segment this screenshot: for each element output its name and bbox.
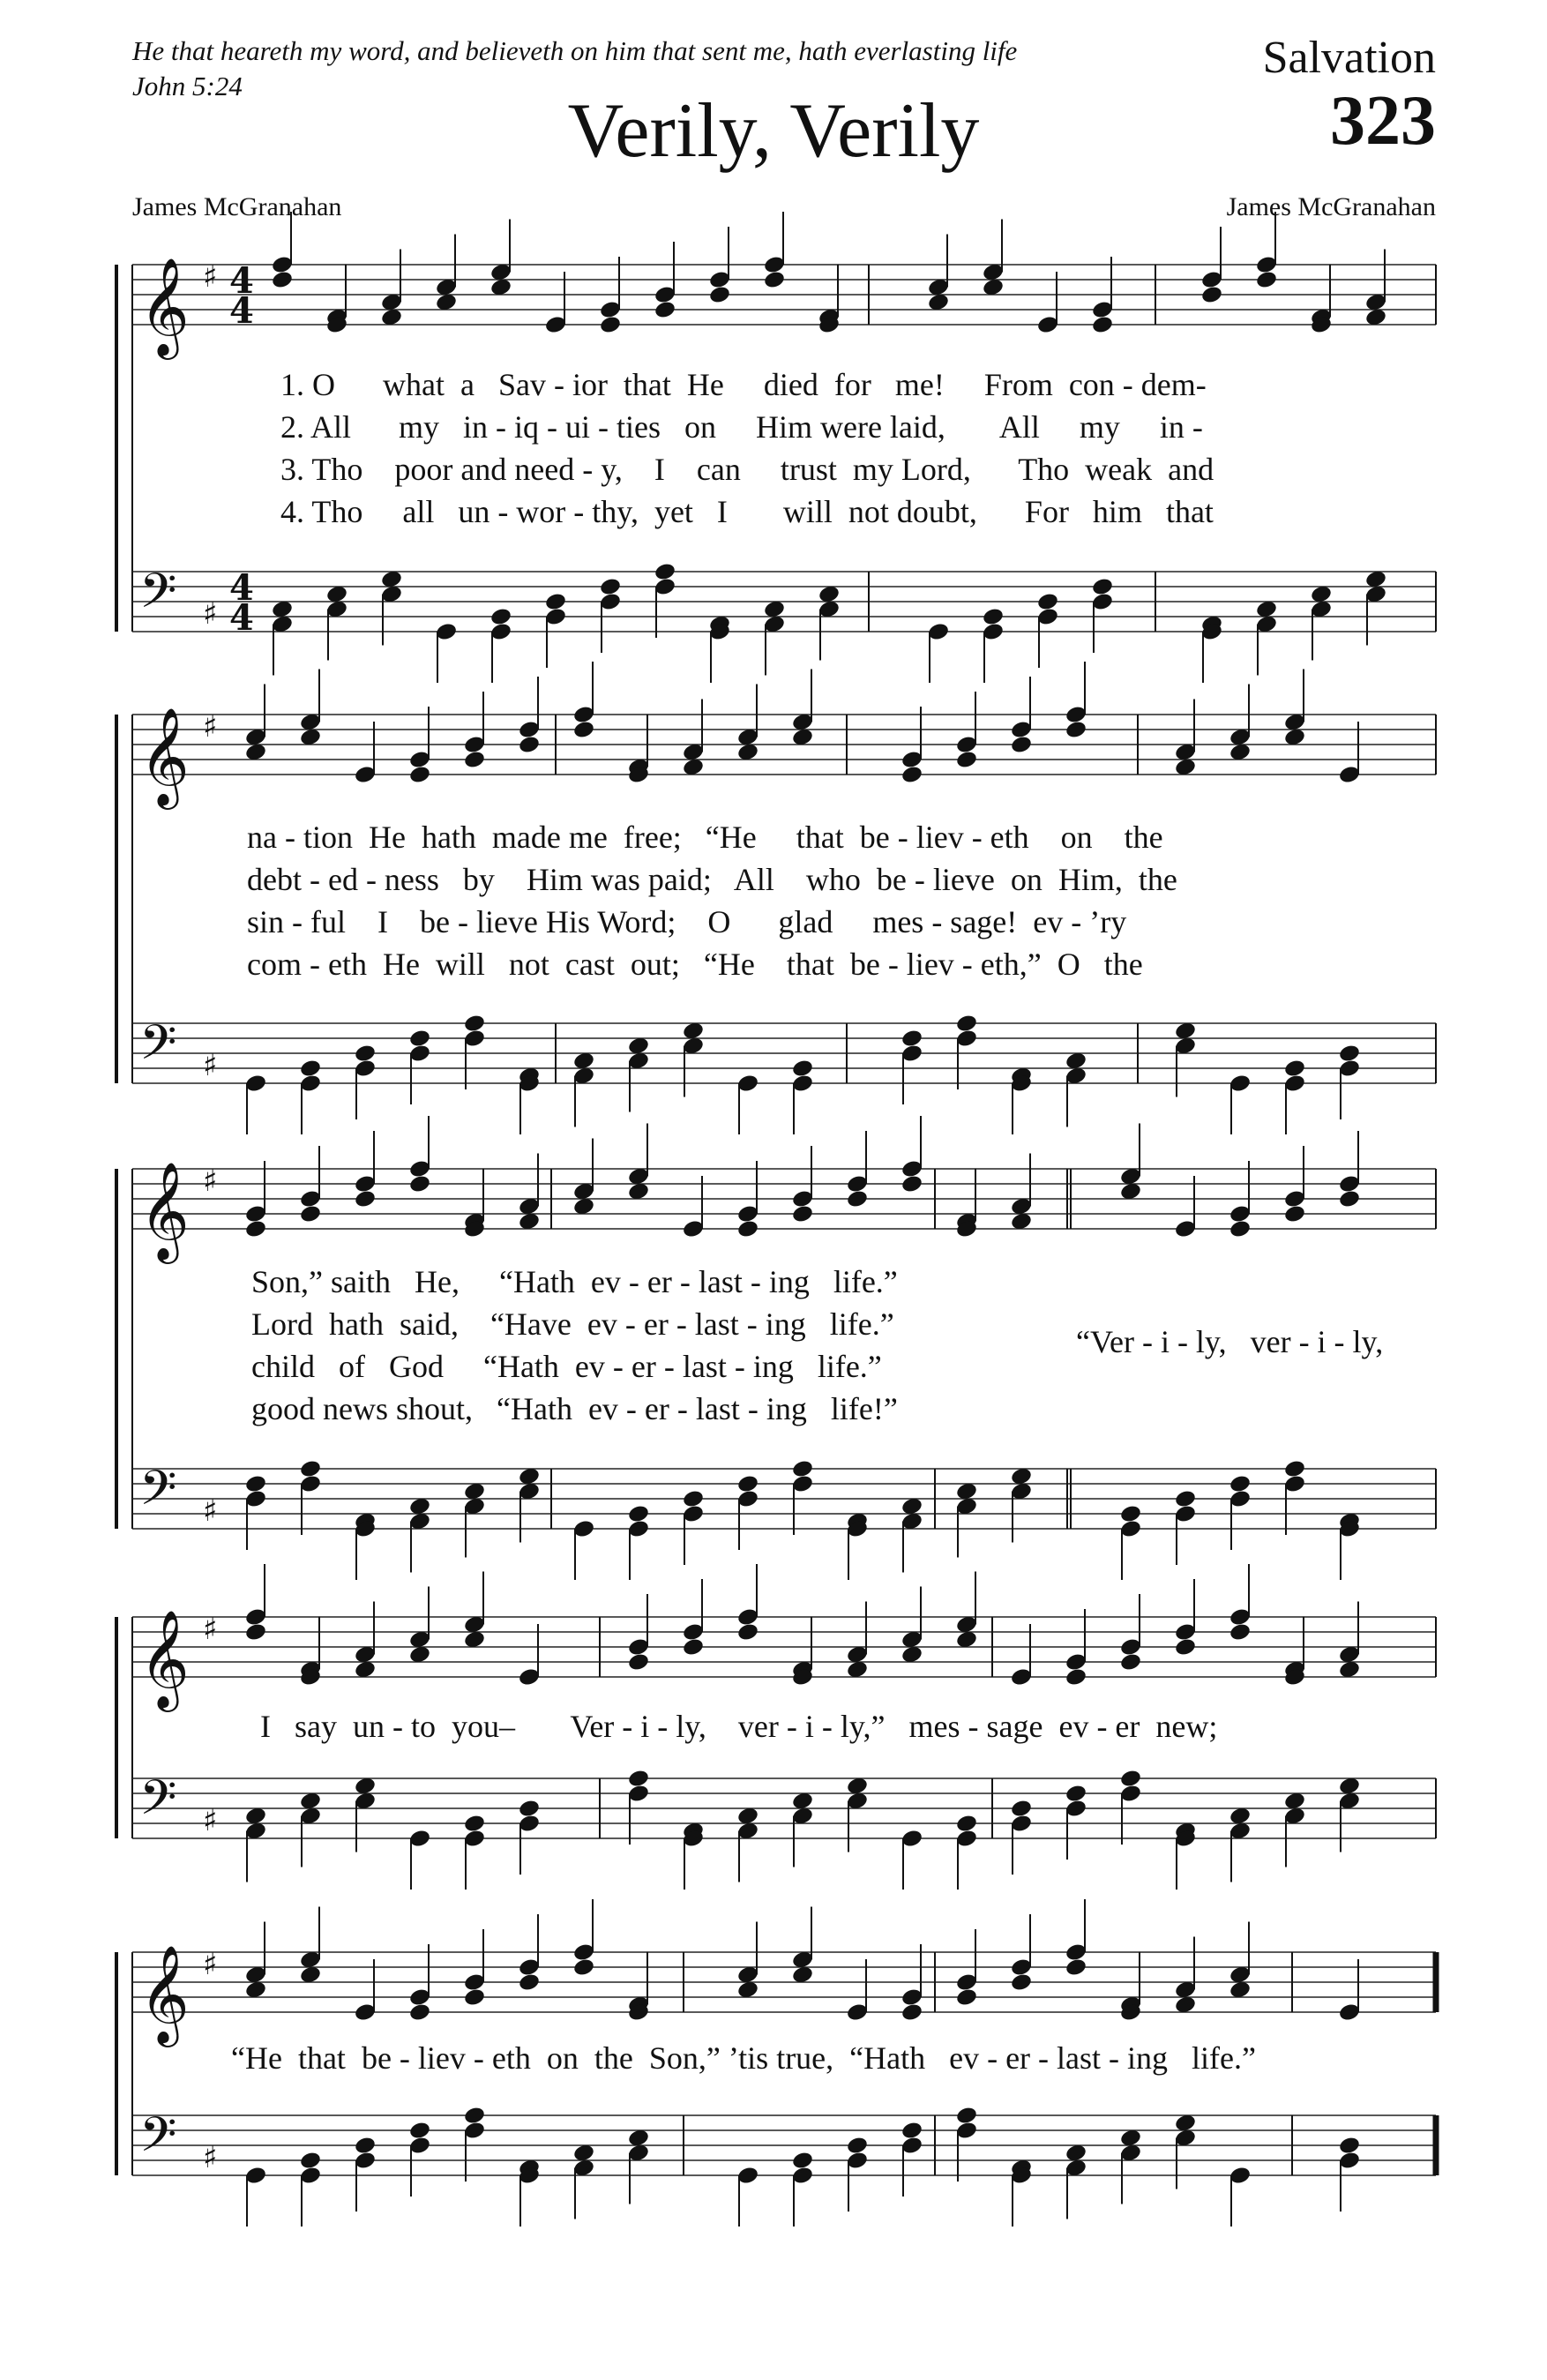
time-signature-bottom: 4 — [229, 290, 254, 332]
notehead — [846, 1189, 869, 1209]
lyric-verse-1-line-1: 1. O what a Sav - ior that He died for me! From con - dem- — [280, 367, 1207, 402]
hymn-number: 323 — [1330, 82, 1436, 160]
notehead — [299, 1459, 322, 1479]
treble-clef-icon: 𝄞 — [139, 257, 190, 356]
notehead — [408, 2002, 431, 2023]
notehead — [763, 270, 786, 290]
bass-clef-icon: 𝄢 — [139, 563, 177, 631]
notehead — [463, 2106, 486, 2126]
notehead — [1065, 1784, 1087, 1804]
lyric-verse-4-line-2: com - eth He will not cast out; “He that be - liev - eth,” O the — [247, 947, 1143, 982]
notehead — [599, 315, 622, 335]
lyric-verse-3-line-3: child of God “Hath ev - er - last - ing life.” — [251, 1349, 882, 1384]
notehead — [1174, 1637, 1197, 1658]
notehead — [708, 285, 731, 305]
music-credit: James McGranahan — [1226, 192, 1436, 221]
notehead — [682, 1637, 705, 1658]
notehead — [955, 750, 978, 770]
notehead — [354, 1189, 377, 1209]
notehead — [408, 2121, 431, 2141]
key-sharp-icon: ♯ — [203, 1803, 218, 1838]
key-sharp-icon: ♯ — [203, 1164, 218, 1199]
notehead — [1010, 1972, 1033, 1993]
notehead — [1119, 1504, 1142, 1524]
notehead — [1065, 1667, 1087, 1688]
notehead — [354, 1044, 377, 1064]
notehead — [1010, 735, 1033, 755]
notehead — [955, 1014, 978, 1034]
notehead — [244, 1622, 267, 1643]
lyric-verse-1-line-2: na - tion He hath made me free; “He that be - liev - eth on the — [247, 820, 1163, 855]
notehead — [791, 1459, 814, 1479]
notehead — [463, 1814, 486, 1834]
notehead — [1283, 1204, 1306, 1224]
lyric-verse-2-line-1: 2. All my in - iq - ui - ties on Him were laid, All my in - — [280, 409, 1203, 445]
notehead — [901, 2121, 923, 2141]
notehead — [1119, 1769, 1142, 1789]
notehead — [408, 1029, 431, 1049]
key-sharp-icon: ♯ — [203, 2140, 218, 2175]
notehead — [1119, 1652, 1142, 1673]
lyric-verse-2-line-2: debt - ed - ness by Him was paid; All who be - lieve on Him, the — [247, 862, 1177, 897]
treble-clef-icon: 𝄞 — [139, 1161, 190, 1260]
notehead — [654, 562, 676, 582]
notehead — [1338, 2136, 1361, 2156]
notehead — [271, 270, 294, 290]
notehead — [1174, 1489, 1197, 1509]
notehead — [1229, 1622, 1252, 1643]
treble-clef-icon: 𝄞 — [139, 1609, 190, 1708]
lyric-verse-1-line-3: Son,” saith He, “Hath ev - er - last - ing life.” — [251, 1264, 898, 1299]
notehead — [901, 1029, 923, 1049]
notehead — [627, 1504, 650, 1524]
notehead — [791, 1059, 814, 1079]
hymn-title: Verily, Verily — [567, 88, 980, 174]
words-credit: James McGranahan — [132, 192, 342, 221]
notehead — [572, 720, 595, 740]
hymn-category: Salvation — [1262, 33, 1436, 83]
notehead — [736, 1474, 759, 1494]
notehead — [1065, 1957, 1087, 1978]
notehead — [572, 1957, 595, 1978]
notehead — [736, 1219, 759, 1239]
bass-clef-icon: 𝄢 — [139, 1014, 177, 1082]
notehead — [1200, 285, 1223, 305]
notehead — [627, 1769, 650, 1789]
notehead — [408, 765, 431, 785]
notehead — [1283, 1059, 1306, 1079]
notehead — [463, 1987, 486, 2008]
notehead — [299, 1204, 322, 1224]
notehead — [1065, 720, 1087, 740]
lyric-verse-4-line-3: good news shout, “Hath ev - er - last - ing life!” — [251, 1391, 898, 1426]
notehead — [901, 1174, 923, 1194]
key-sharp-icon: ♯ — [203, 1048, 218, 1083]
notehead — [791, 2151, 814, 2171]
notehead — [1338, 1044, 1361, 1064]
lyric-verse-4-line-1: 4. Tho all un - wor - thy, yet I will not doubt, For him that — [280, 494, 1214, 529]
key-sharp-icon: ♯ — [203, 259, 218, 295]
lyric-refrain-start: “Ver - i - ly, ver - i - ly, — [1076, 1324, 1384, 1359]
notehead — [463, 750, 486, 770]
notehead — [354, 2136, 377, 2156]
notehead — [654, 300, 676, 320]
notehead — [682, 1489, 705, 1509]
notehead — [1010, 1799, 1033, 1819]
treble-clef-icon: 𝄞 — [139, 1944, 190, 2043]
notehead — [408, 1174, 431, 1194]
notehead — [1229, 1474, 1252, 1494]
key-sharp-icon: ♯ — [203, 1493, 218, 1529]
treble-clef-icon: 𝄞 — [139, 707, 190, 805]
notehead — [544, 592, 567, 612]
notehead — [244, 1474, 267, 1494]
notehead — [982, 607, 1005, 627]
notehead — [736, 1622, 759, 1643]
notehead — [299, 1059, 322, 1079]
lyric-verse-3-line-2: sin - ful I be - lieve His Word; O glad mes - sage! ev - ’ry — [247, 904, 1127, 939]
notehead — [1036, 592, 1059, 612]
bass-clef-icon: 𝄢 — [139, 2107, 177, 2174]
time-signature-top: 4 — [229, 260, 254, 302]
bass-clef-icon: 𝄢 — [139, 1460, 177, 1528]
notehead — [1229, 1219, 1252, 1239]
notehead — [791, 1204, 814, 1224]
notehead — [463, 1014, 486, 1034]
notehead — [1338, 1189, 1361, 1209]
notehead — [955, 2106, 978, 2126]
notehead — [518, 1799, 541, 1819]
notehead — [955, 1814, 978, 1834]
scripture-text: He that heareth my word, and believeth on him that sent me, hath everlasting life — [132, 35, 1018, 66]
lyric-verse-2-line-3: Lord hath said, “Have ev - er - last - ing life.” — [251, 1306, 894, 1342]
notehead — [518, 1972, 541, 1993]
notehead — [490, 607, 512, 627]
scripture-reference: John 5:24 — [132, 71, 243, 101]
notehead — [627, 1652, 650, 1673]
notehead — [955, 1987, 978, 2008]
notehead — [1255, 270, 1278, 290]
notehead — [244, 1219, 267, 1239]
key-sharp-icon: ♯ — [203, 596, 218, 632]
lyric-refrain-line-2: I say un - to you– Ver - i - ly, ver - i - ly,” mes - sage ev - er new; — [260, 1709, 1218, 1744]
lyric-verse-3-line-1: 3. Tho poor and need - y, I can trust my Lord, Tho weak and — [280, 452, 1214, 487]
notehead — [299, 2151, 322, 2171]
time-signature-top: 4 — [229, 567, 254, 609]
notehead — [846, 2136, 869, 2156]
notehead — [901, 2002, 923, 2023]
notehead — [1091, 315, 1114, 335]
notehead — [1283, 1459, 1306, 1479]
key-sharp-icon: ♯ — [203, 1947, 218, 1982]
notehead — [1091, 577, 1114, 597]
notehead — [901, 765, 923, 785]
time-signature-bottom: 4 — [229, 597, 254, 639]
notehead — [518, 735, 541, 755]
key-sharp-icon: ♯ — [203, 709, 218, 745]
lyric-refrain-line-3: “He that be - liev - eth on the Son,” ’tis true, “Hath ev - er - last - ing life.” — [231, 2040, 1256, 2076]
bass-clef-icon: 𝄢 — [139, 1770, 177, 1837]
notehead — [599, 577, 622, 597]
key-sharp-icon: ♯ — [203, 1612, 218, 1647]
